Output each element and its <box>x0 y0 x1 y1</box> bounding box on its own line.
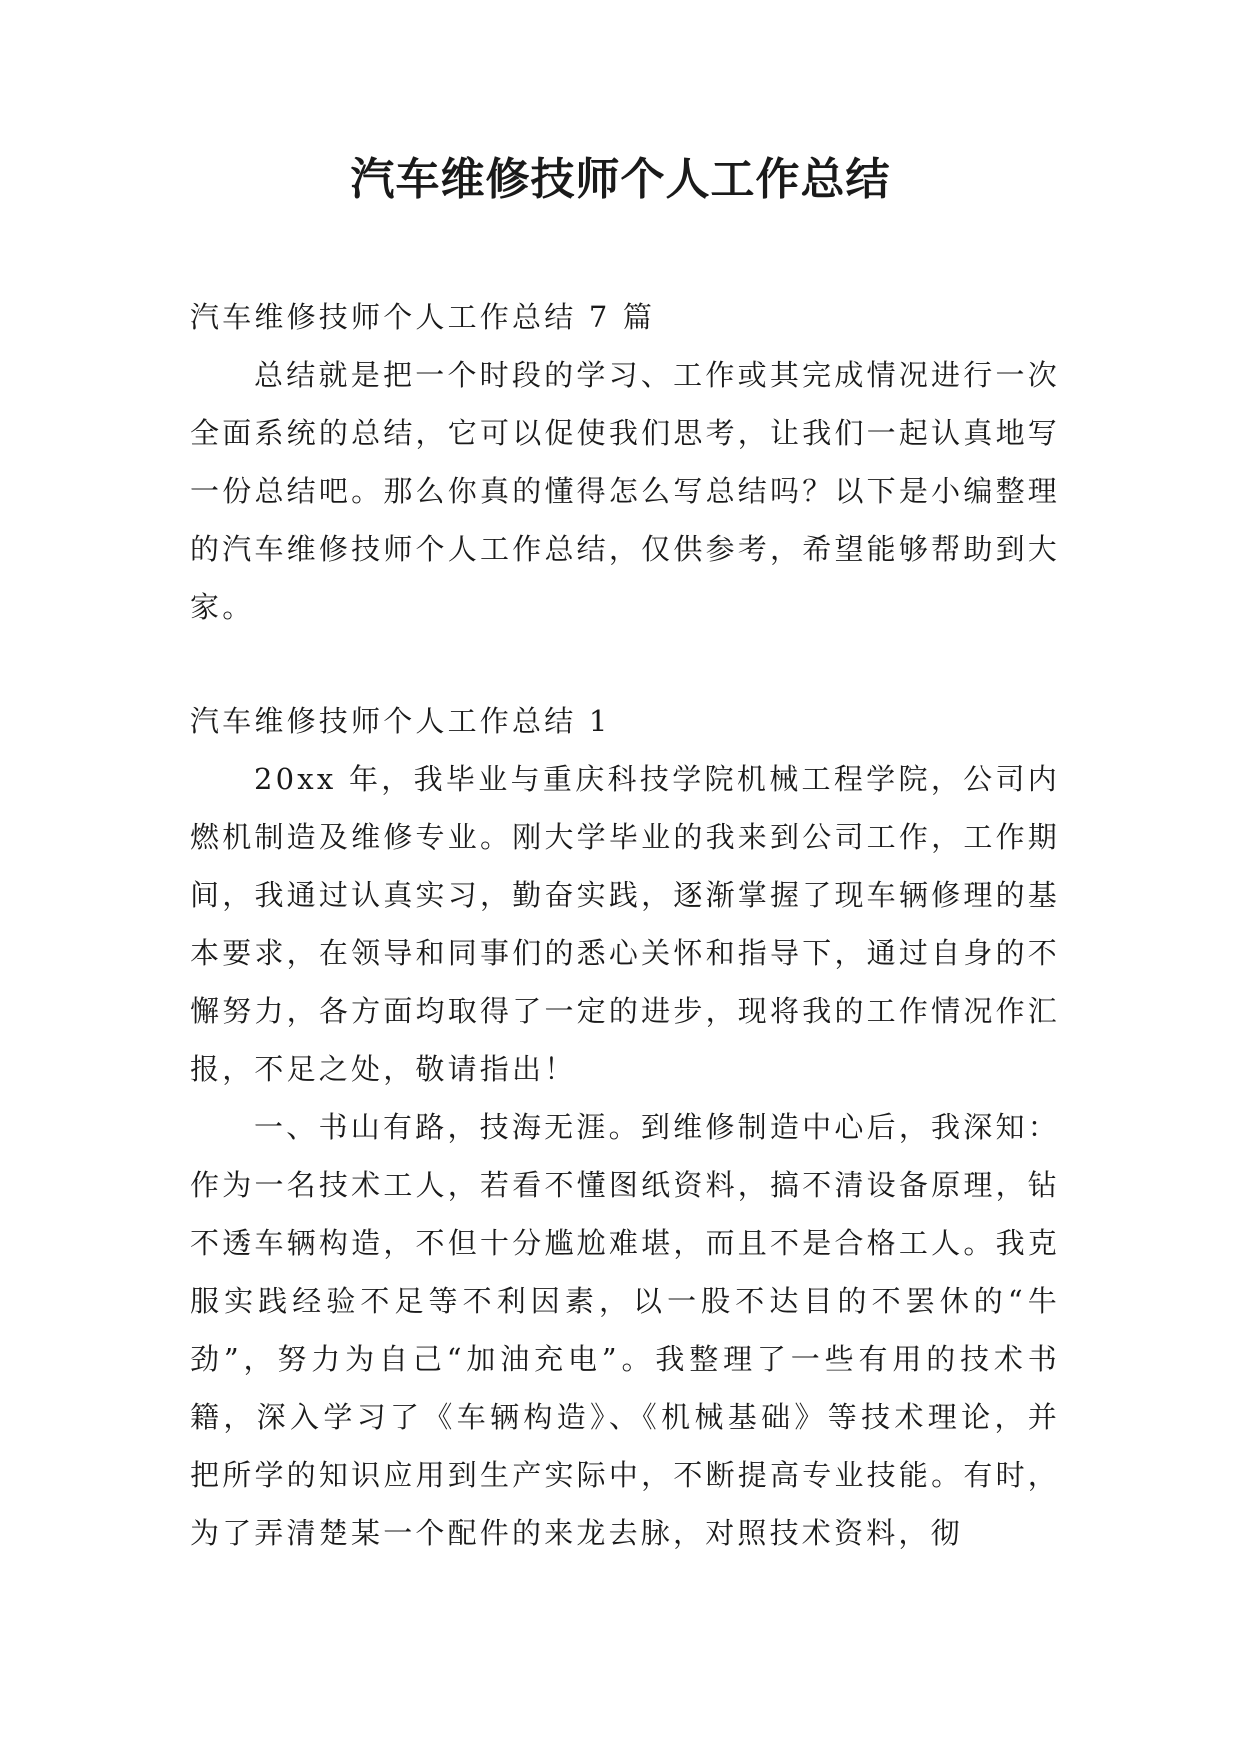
section1-paragraph-2: 一、书山有路，技海无涯。到维修制造中心后，我深知：作为一名技术工人，若看不懂图纸资料，搞不清设备原理，钻不透车辆构造，不但十分尴尬难堪，而且不是合格工人。我克服实践经验不足等不利因素，以一股不达目的不罢休的“牛劲”，努力为自己“加油充电”。我整理了一些有用的技术书籍，深入学习了《车辆构造》、《机械基础》等技术理论，并把所学的知识应用到生产实际中，不断提高专业技能。有时，为了弄清楚某一个配件的来龙去脉，对照技术资料，彻 <box>190 1110 1060 1550</box>
section1-heading: 汽车维修技师个人工作总结 1 <box>190 704 611 738</box>
document-body <box>190 288 1060 1562</box>
intro-paragraph: 总结就是把一个时段的学习、工作或其完成情况进行一次全面系统的总结，它可以促使我们思考，让我们一起认真地写一份总结吧。那么你真的懂得怎么写总结吗？以下是小编整理的汽车维修技师个人工作总结，仅供参考，希望能够帮助到大家。 <box>190 358 1060 624</box>
section1-paragraph-1: 20xx 年，我毕业与重庆科技学院机械工程学院，公司内燃机制造及维修专业。刚大学毕业的我来到公司工作，工作期间，我通过认真实习，勤奋实践，逐渐掌握了现车辆修理的基本要求，在领导和同事们的悉心关怀和指导下，通过自身的不懈努力，各方面均取得了一定的进步，现将我的工作情况作汇报，不足之处，敬请指出！ <box>190 762 1060 1086</box>
intro-heading: 汽车维修技师个人工作总结 7 篇 <box>190 300 656 334</box>
section-gap <box>190 636 1060 692</box>
document-title: 汽车维修技师个人工作总结 <box>350 154 891 205</box>
